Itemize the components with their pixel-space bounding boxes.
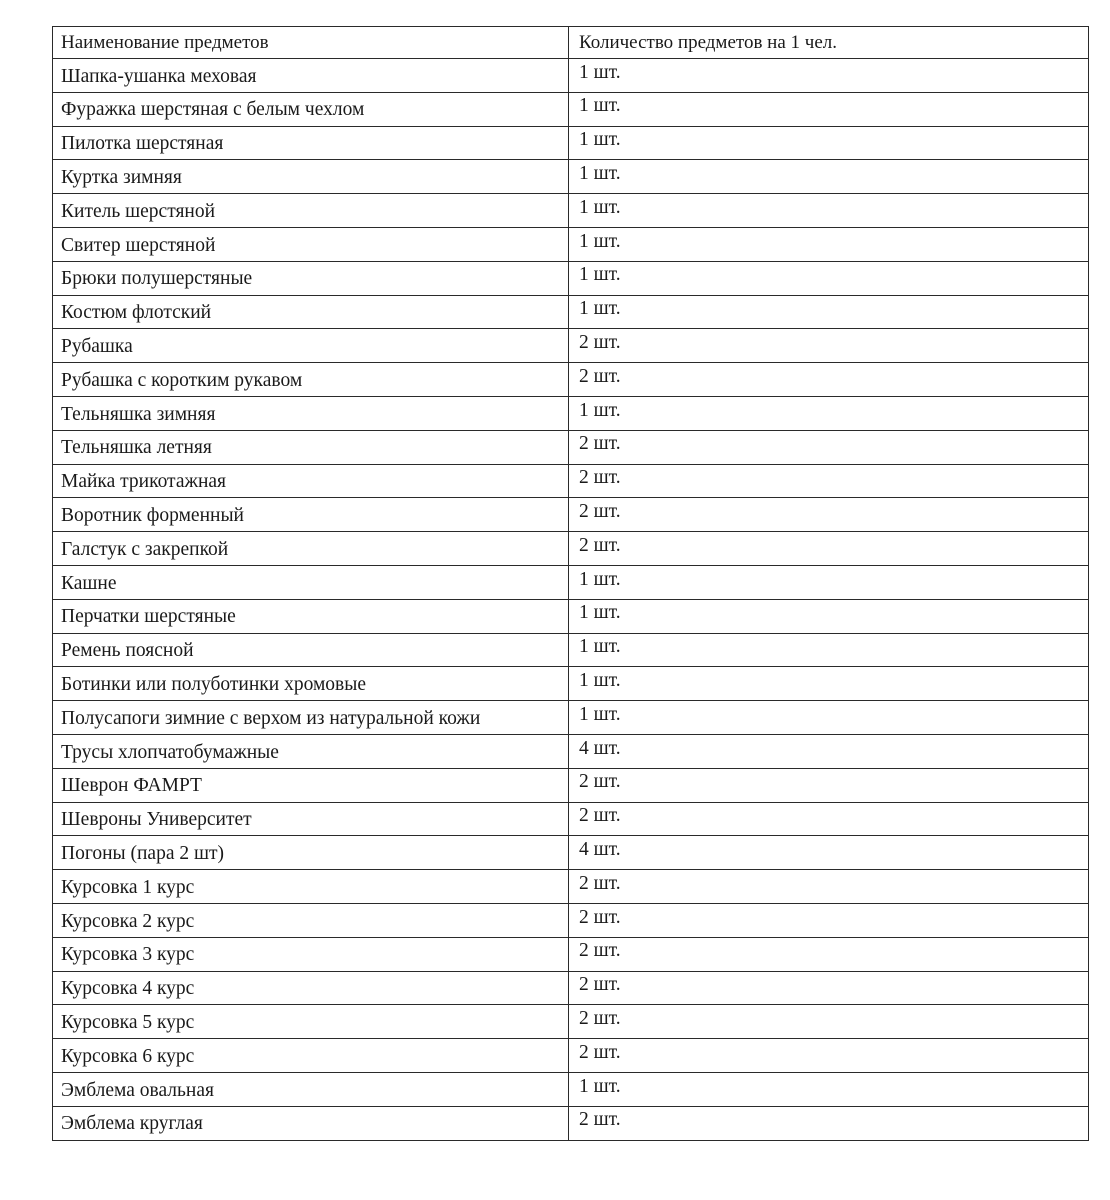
item-quantity-cell	[569, 126, 1089, 160]
item-quantity: 1 шт.	[579, 264, 621, 286]
item-quantity: 1 шт.	[579, 568, 621, 590]
item-quantity-cell	[569, 363, 1089, 397]
item-name: Полусапоги зимние с верхом из натуральной кожи	[61, 707, 481, 729]
item-quantity: 1 шт.	[579, 163, 621, 185]
item-name: Шапка-ушанка меховая	[61, 65, 257, 87]
table-row	[53, 802, 1089, 836]
item-quantity-cell	[569, 160, 1089, 194]
item-name-cell	[53, 599, 569, 633]
table-row	[53, 329, 1089, 363]
item-name-cell	[53, 1039, 569, 1073]
item-quantity: 2 шт.	[579, 332, 621, 354]
item-name: Ремень поясной	[61, 640, 194, 662]
item-name-cell	[53, 59, 569, 93]
item-quantity: 1 шт.	[579, 399, 621, 421]
item-quantity: 2 шт.	[579, 1007, 621, 1029]
table-row	[53, 92, 1089, 126]
item-quantity: 1 шт.	[579, 669, 621, 691]
table-row	[53, 971, 1089, 1005]
table-row	[53, 937, 1089, 971]
item-name-cell	[53, 430, 569, 464]
table-row	[53, 734, 1089, 768]
item-quantity-cell	[569, 194, 1089, 228]
item-name: Шеврон ФАМРТ	[61, 775, 202, 797]
item-quantity: 1 шт.	[579, 95, 621, 117]
item-quantity: 4 шт.	[579, 737, 621, 759]
item-name-cell	[53, 734, 569, 768]
item-name-cell	[53, 295, 569, 329]
table-row	[53, 532, 1089, 566]
item-name-cell	[53, 532, 569, 566]
table-row	[53, 1039, 1089, 1073]
item-quantity: 2 шт.	[579, 501, 621, 522]
item-quantity: 1 шт.	[579, 298, 621, 320]
item-quantity-cell	[569, 768, 1089, 802]
item-quantity: 1 шт.	[579, 196, 621, 218]
table-row	[53, 836, 1089, 870]
item-name-cell	[53, 937, 569, 971]
table-row	[53, 903, 1089, 937]
table-row	[53, 599, 1089, 633]
table-row	[53, 363, 1089, 397]
item-quantity: 1 шт.	[579, 230, 621, 252]
item-name: Кашне	[61, 572, 117, 594]
item-quantity: 2 шт.	[579, 906, 621, 928]
item-quantity: 2 шт.	[579, 872, 621, 894]
table-row	[53, 227, 1089, 261]
item-name-cell	[53, 227, 569, 261]
item-quantity-cell	[569, 1005, 1089, 1039]
item-quantity: 2 шт.	[579, 805, 621, 827]
item-quantity-cell	[569, 734, 1089, 768]
column-header-quantity: Количество предметов на 1 чел.	[569, 27, 1089, 59]
item-quantity-cell	[569, 227, 1089, 261]
table-row	[53, 126, 1089, 160]
table-row	[53, 565, 1089, 599]
item-name: Трусы хлопчатобумажные	[61, 741, 279, 763]
item-name: Тельняшка летняя	[61, 437, 212, 459]
table-row	[53, 1106, 1089, 1140]
table-row	[53, 160, 1089, 194]
item-name: Эмблема круглая	[61, 1113, 203, 1135]
table-row	[53, 1072, 1089, 1106]
item-quantity-cell	[569, 1039, 1089, 1073]
column-header-name: Наименование предметов	[53, 27, 569, 59]
item-quantity: 2 шт.	[579, 433, 621, 455]
item-quantity-cell	[569, 329, 1089, 363]
item-name: Тельняшка зимняя	[61, 403, 216, 425]
item-name: Курсовка 5 курс	[61, 1011, 195, 1033]
item-quantity-cell	[569, 903, 1089, 937]
item-quantity-cell	[569, 464, 1089, 498]
table-row	[53, 701, 1089, 735]
item-name-cell	[53, 464, 569, 498]
item-name: Галстук с закрепкой	[61, 538, 229, 560]
item-quantity-cell	[569, 599, 1089, 633]
item-quantity-cell	[569, 532, 1089, 566]
item-quantity: 2 шт.	[579, 1041, 621, 1063]
item-name-cell	[53, 1005, 569, 1039]
item-quantity: 1 шт.	[579, 61, 621, 83]
item-name-cell	[53, 92, 569, 126]
item-quantity: 2 шт.	[579, 974, 621, 996]
item-name: Шевроны Университет	[61, 809, 252, 831]
item-quantity: 1 шт.	[579, 703, 621, 725]
item-quantity-cell	[569, 667, 1089, 701]
table-row	[53, 194, 1089, 228]
item-name-cell	[53, 768, 569, 802]
table-row	[53, 430, 1089, 464]
item-name-cell	[53, 194, 569, 228]
item-name-cell	[53, 701, 569, 735]
item-quantity-cell	[569, 971, 1089, 1005]
item-quantity: 2 шт.	[579, 940, 621, 962]
item-quantity-cell	[569, 1106, 1089, 1140]
item-quantity: 1 шт.	[579, 602, 621, 624]
item-name-cell	[53, 802, 569, 836]
item-name: Эмблема овальная	[61, 1079, 214, 1101]
table-row	[53, 667, 1089, 701]
item-name: Курсовка 2 курс	[61, 910, 195, 932]
document-sheet	[52, 26, 1088, 1141]
item-name-cell	[53, 396, 569, 430]
item-quantity-cell	[569, 59, 1089, 93]
item-name: Пилотка шерстяная	[61, 133, 224, 155]
item-name-cell	[53, 329, 569, 363]
table-row	[53, 295, 1089, 329]
item-quantity-cell	[569, 870, 1089, 904]
item-quantity-cell	[569, 295, 1089, 329]
uniform-items-table	[52, 26, 1089, 1141]
item-quantity-cell	[569, 396, 1089, 430]
item-name: Курсовка 1 курс	[61, 876, 195, 898]
item-quantity-cell	[569, 836, 1089, 870]
item-quantity-cell	[569, 1072, 1089, 1106]
item-name-cell	[53, 1072, 569, 1106]
item-name: Китель шерстяной	[61, 200, 216, 222]
item-quantity: 4 шт.	[579, 838, 621, 860]
item-name: Костюм флотский	[61, 302, 212, 324]
item-quantity-cell	[569, 261, 1089, 295]
item-name: Свитер шерстяной	[61, 234, 216, 256]
item-name: Курсовка 4 курс	[61, 978, 195, 1000]
item-quantity: 1 шт.	[579, 636, 621, 658]
table-header-row	[53, 27, 1089, 59]
table-row	[53, 870, 1089, 904]
item-name-cell	[53, 160, 569, 194]
table-row	[53, 1005, 1089, 1039]
item-name: Брюки полушерстяные	[61, 268, 253, 290]
item-name-cell	[53, 870, 569, 904]
item-quantity: 1 шт.	[579, 1075, 621, 1097]
table-row	[53, 396, 1089, 430]
item-quantity-cell	[569, 430, 1089, 464]
item-name-cell	[53, 971, 569, 1005]
item-name: Рубашка с коротким рукавом	[61, 369, 303, 391]
item-name: Ботинки или полуботинки хромовые	[61, 673, 367, 695]
item-name: Майка трикотажная	[61, 471, 227, 493]
item-name-cell	[53, 836, 569, 870]
item-quantity-cell	[569, 498, 1089, 532]
item-name-cell	[53, 667, 569, 701]
item-name-cell	[53, 903, 569, 937]
item-quantity-cell	[569, 92, 1089, 126]
item-name-cell	[53, 1106, 569, 1140]
item-quantity-cell	[569, 565, 1089, 599]
item-quantity: 2 шт.	[579, 1109, 621, 1131]
item-quantity: 2 шт.	[579, 534, 621, 556]
item-quantity: 2 шт.	[579, 365, 621, 387]
table-row	[53, 498, 1089, 532]
item-name: Перчатки шерстяные	[61, 606, 236, 628]
item-name: Куртка зимняя	[61, 167, 182, 189]
item-name-cell	[53, 565, 569, 599]
item-name-cell	[53, 633, 569, 667]
item-name: Рубашка	[61, 336, 133, 358]
item-name: Фуражка шерстяная с белым чехлом	[61, 99, 365, 121]
item-quantity: 2 шт.	[579, 771, 621, 793]
item-quantity: 1 шт.	[579, 129, 621, 151]
item-quantity-cell	[569, 633, 1089, 667]
item-name-cell	[53, 363, 569, 397]
item-name: Курсовка 6 курс	[61, 1045, 195, 1067]
table-body	[53, 59, 1089, 1141]
table-row	[53, 464, 1089, 498]
table-row	[53, 59, 1089, 93]
item-name: Курсовка 3 курс	[61, 944, 195, 966]
item-name-cell	[53, 126, 569, 160]
item-quantity: 2 шт.	[579, 467, 621, 489]
item-name-cell	[53, 261, 569, 295]
item-name: Погоны (пара 2 шт)	[61, 842, 225, 864]
table-row	[53, 768, 1089, 802]
item-name-cell	[53, 498, 569, 532]
item-quantity-cell	[569, 937, 1089, 971]
table-row	[53, 633, 1089, 667]
table-row	[53, 261, 1089, 295]
item-name: Воротник форменный	[61, 505, 244, 526]
item-quantity-cell	[569, 701, 1089, 735]
item-quantity-cell	[569, 802, 1089, 836]
